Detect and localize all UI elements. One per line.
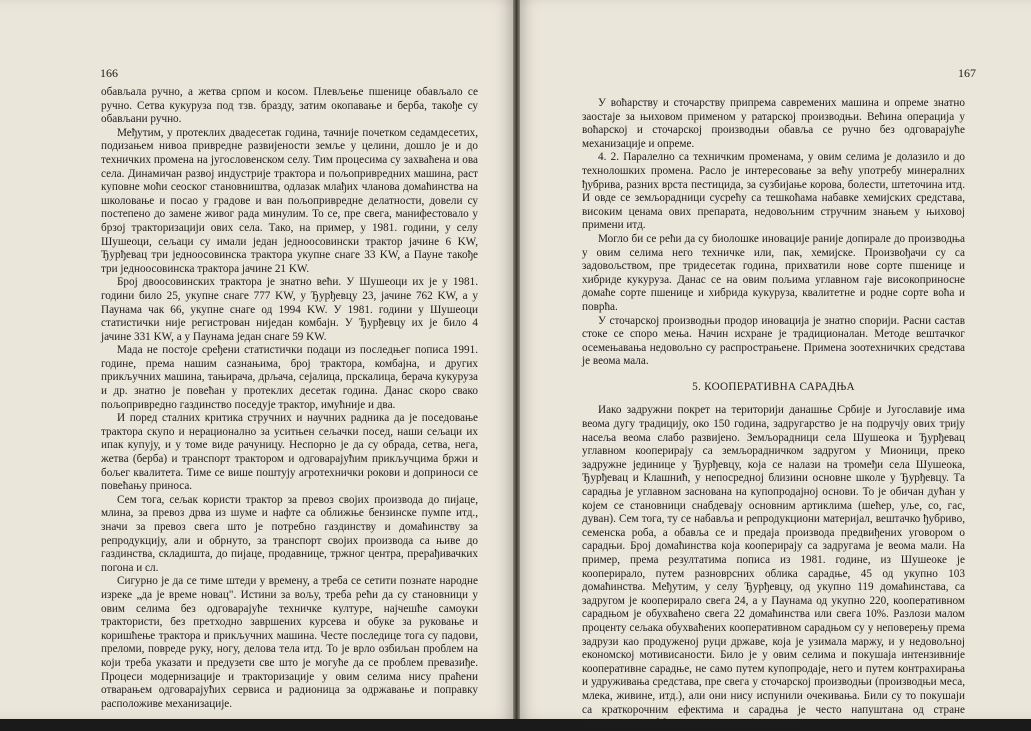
page-number-left: 166 xyxy=(100,66,118,80)
paragraph: Међутим, у протеклих двадесетак година, тачније почетком седамдесетих, подизањем нивоа привредне развијености земље у целини, дошло је и до техничких промена на југословенском селу. Тим процесима су захваћена и ова села. Динамичан развој индустрије трактора и пољопривредних машина, раст куповне моћи сеоског становништва, одлазак млађих чланова домаћинства на школовање и посао у градове и ван пољопривредне делатности, довели су постепено до замене живог рада минулим. То се, пре свега, манифестовало у брзој тракторизацији ових села. Тако, на пример, у 1981. години, у селу Шушеоци, сељаци су имали један једноосовински трактор јачине 6 KW, Ђурђевац три једноосовинска трактора укупне снаге 33 KW, а Пауне такође три једноосовинска трактора јачине 21 KW. xyxy=(101,126,478,275)
paragraph: И поред сталних критика стручних и научних радника да је поседовање трактора скупо и нерационално за уситњен сељачки посед, наши сељаци их ипак купују, и у томе виде рачуницу. Неспорно је да су обрада, сетва, нега, жетва (берба) и транспорт трактором и одговарајућим прикључцима бржи и бољег квалитета. Тиме се више поштују агротехнички рокови и доприноси се повећању приноса. xyxy=(101,412,478,493)
paragraph: Број двоосовинских трактора је знатно већи. У Шушеоци их је у 1981. години било 25, укупне снаге 777 KW, у Ђурђевцу 23, јачине 762 KW, а у Паунама чак 66, укупне снаге од 1994 KW. У 1981. години у Шушеоци статистички није регистрован ниједан комбајн. У Ђурђевцу их је било 4 јачине 331 KW, а у Паунама један снаге 59 KW. xyxy=(101,276,478,343)
paragraph: У сточарској производњи продор иновација је знатно спорији. Расни састав стоке се споро мења. Начин исхране је традиционалан. Методе вештачког осемењавања недовољно су распрострањене. Примена зоотехничких средстава је веома мала. xyxy=(582,314,965,368)
paragraph: Иако задружни покрет на територији данашње Србије и Југославије има веома дугу традицију, око 150 година, задругарство је на подручју ових трију насеља веома слабо развијено. Земљорадници села Шушеока и Ђурђевац углавном кооперирају са земљорадничком задругом у Мионици, преко задружне јединице у Ђурђевцу, која се налази на тромеђи села Шушеока, Ђурђевац и Клашнић, у непосредној близини основне школе у Ђурђевцу. Та сарадња је углавном заснована на купопродајној основи. То је обичан дућан у којем се становници снабдевају основним артиклима (шећер, уље, со, гас, дуван). Сем тога, ту се набавља и репродукциони материјал, вештачко ђубриво, семенска роба, а обавља се и предаја производа предвиђених уговором о сарадњи. Број домаћинства која кооперирају са задругама је веома мали. На пример, према резултатима пописа из 1981. године, из Шушеоке је кооперирало, путем разноврсних облика сарадње, 45 од укупно 103 домаћинства. Међутим, у селу Ђурђевцу, од укупно 119 домаћинстава, са задругом је кооперирало свега 24, а у Паунама од укупно 220, кооперативном сарадњом је обухваћено свега 22 домаћинства или свега 10%. Разлози малом проценту сељака обухваћених кооперативном сарадњом су у неповерењу према задрузи као продуженој руци државе, која је узимала маржу, и у недовољној економској мотивисаности. Било је у овим селима и покушаја интензивније кооперативне сарадње, не само путем купопродаје, него и путем контрахирања и удруживања средстава, пре свега у сточарској производњи (производњи меса, млека, живине, итд.), али они нису испунили очекивања. Били су то покушаји са краткорочним ефектима и сарадња је често напуштана од стране земљорадника. Мотиви сељака у тој сарадњи xyxy=(582,404,965,730)
paragraph: Могло би се рећи да су биолошке иновације раније допирале до производња у овим селима него техничке или, пак, хемијске. Произвођачи су са задовољством, пре тридесетак година, прихватили нове сорте пшенице и хибриде кукуруза. Данас се на овим пољима углавном гаје високоприносне домаће сорте пшенице и хибрида кукуруза, квалитетне и родне сорте воћа и поврћа. xyxy=(582,232,965,313)
paragraph: обављала ручно, а жетва српом и косом. Плевљење пшенице обављало се ручно. Сетва кукуруза под тзв. бразду, затим окопавање и берба, такође су обављани ручно. xyxy=(101,86,478,126)
paragraph: 4. 2. Паралелно са техничким променама, у овим селима је долазило и до технолошких промена. Расло је интересовање за већу употребу минералних ђубрива, разних врста пестицида, за сузбијање корова, болести, штеточина итд. И овде се земљорадници сусрећу са тешкоћама набавке хемијских средстава, високим ценама ових препарата, недовољним стручним знањем у њиховој примени итд. xyxy=(582,151,965,232)
paragraph: Мада не постоје сређени статистички подаци из последњег пописа 1991. године, према нашим сазнањима, број трактора, комбајна, и других прикључних машина, тањирача, дрљача, сејалица, прскалица, берача кукуруза и др. знатно је повећан у протеклих десетак година. Данас скоро свако пољопривредно газдинство поседује трактор, имућније и два. xyxy=(101,344,478,411)
book-gutter xyxy=(513,0,520,719)
right-page-text xyxy=(582,97,965,731)
left-page-text xyxy=(101,86,478,711)
paragraph: Сем тога, сељак користи трактор за превоз својих производа до пијаце, млина, за превоз дрва из шуме и нафте са оближње бензинске пумпе итд., значи за превоз свега што је потребно газдинству и домаћинству за репродукцију, али и обрнуто, за транспорт својих производа са њиве до газдинства, складишта, до пијаце, продавнице, тржног центра, прерађивачких погона и сл. xyxy=(101,493,478,574)
paragraph: Сигурно је да се тиме штеди у времену, а треба се сетити познате народне изреке „да је време новац". Истини за вољу, треба рећи да су становници у овим селима без одговарајуће техничке културе, најчешће самоуки трактористи, без претходно завршених курсева и обуке за руковање и коришћење трактора и прикључних машина. Честе последице тога су падови, преломи, повреде руку, ногу, делова тела итд. То је врло озбиљан проблем на који треба указати и предузети све што је могуће да се проблем превазиђе. Процеси модернизације и тракторизације у овим селима нису праћени отварањем одговарајућих сервиса и радионица за одржавање и поправку расположиве механизације. xyxy=(101,575,478,710)
right-page xyxy=(516,0,1031,730)
paragraph: У воћарству и сточарству припрема савремених машина и опреме знатно заостаје за њиховом применом у ратарској производњи. Већина операција у воћарској и сточарској производњи обавља се ручно без одговарајуће механизације и опреме. xyxy=(582,97,965,150)
page-number-right: 167 xyxy=(958,66,976,80)
left-page xyxy=(0,0,516,719)
section-heading: 5. КООПЕРАТИВНА САРАДЊА xyxy=(692,380,855,393)
